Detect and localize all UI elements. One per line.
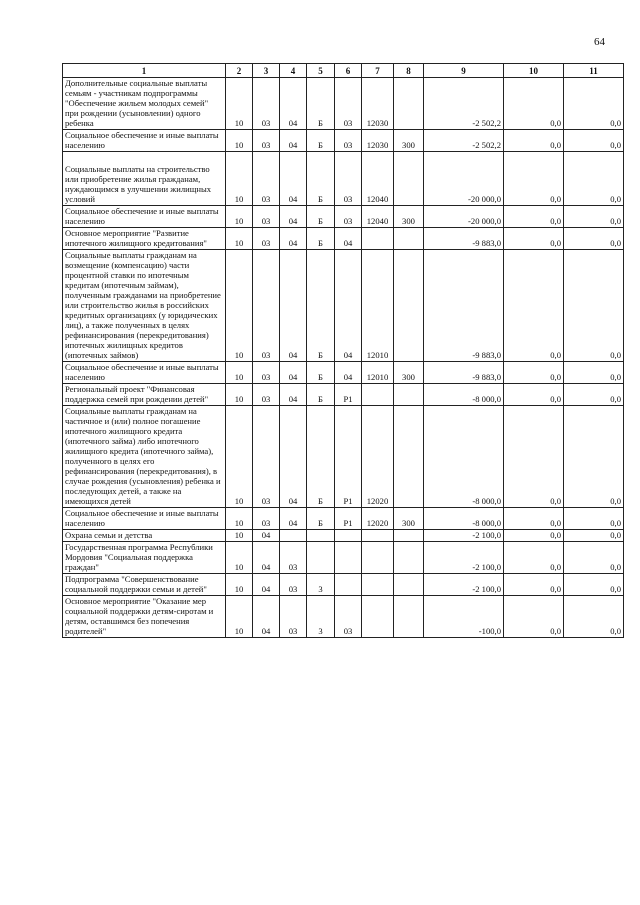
cell-c9: -100,0	[424, 596, 504, 638]
header-cell: 7	[362, 64, 394, 78]
cell-c10: 0,0	[504, 152, 564, 206]
cell-c5: Б	[307, 206, 335, 228]
cell-c2: 10	[226, 384, 253, 406]
cell-c6: 03	[335, 78, 362, 130]
row-name: Основное мероприятие "Оказание мер социальной поддержки детям-сиротам и детям, оставшимся без попечения родителей"	[63, 596, 226, 638]
cell-c9: -9 883,0	[424, 250, 504, 362]
cell-c4: 03	[280, 596, 307, 638]
cell-c3: 04	[253, 542, 280, 574]
cell-c4: 04	[280, 250, 307, 362]
page-number: 64	[594, 36, 605, 48]
table-row	[63, 384, 624, 406]
cell-c7: 12020	[362, 406, 394, 508]
cell-c11: 0,0	[564, 78, 624, 130]
row-name: Социальные выплаты на строительство или приобретение жилья гражданам, нуждающимся в улучшении жилищных условий	[63, 152, 226, 206]
cell-c6	[335, 542, 362, 574]
cell-c3: 03	[253, 78, 280, 130]
cell-c4: 04	[280, 508, 307, 530]
cell-c7: 12020	[362, 508, 394, 530]
cell-c7	[362, 384, 394, 406]
table-row	[63, 130, 624, 152]
cell-c8	[394, 596, 424, 638]
cell-c6	[335, 574, 362, 596]
header-cell: 1	[63, 64, 226, 78]
cell-c3: 03	[253, 152, 280, 206]
cell-c5: Б	[307, 362, 335, 384]
cell-c4: 04	[280, 130, 307, 152]
row-name: Основное мероприятие "Развитие ипотечного жилищного кредитования"	[63, 228, 226, 250]
cell-c4: 03	[280, 574, 307, 596]
cell-c11: 0,0	[564, 542, 624, 574]
cell-c10: 0,0	[504, 250, 564, 362]
cell-c4: 04	[280, 384, 307, 406]
cell-c2: 10	[226, 530, 253, 542]
row-name: Региональный проект "Финансовая поддержка семей при рождении детей"	[63, 384, 226, 406]
cell-c3: 03	[253, 206, 280, 228]
cell-c2: 10	[226, 406, 253, 508]
cell-c9: -2 100,0	[424, 542, 504, 574]
cell-c11: 0,0	[564, 384, 624, 406]
cell-c6: Р1	[335, 384, 362, 406]
cell-c7: 12010	[362, 250, 394, 362]
cell-c7	[362, 228, 394, 250]
cell-c2: 10	[226, 542, 253, 574]
cell-c5: Б	[307, 508, 335, 530]
header-cell: 2	[226, 64, 253, 78]
header-cell: 11	[564, 64, 624, 78]
table-row	[63, 206, 624, 228]
cell-c9: -9 883,0	[424, 228, 504, 250]
table-row	[63, 574, 624, 596]
cell-c7: 12010	[362, 362, 394, 384]
cell-c7	[362, 596, 394, 638]
table-row	[63, 362, 624, 384]
cell-c9: -2 502,2	[424, 78, 504, 130]
cell-c3: 03	[253, 228, 280, 250]
cell-c3: 04	[253, 596, 280, 638]
table-row	[63, 530, 624, 542]
cell-c11: 0,0	[564, 596, 624, 638]
cell-c3: 04	[253, 574, 280, 596]
table-row	[63, 152, 624, 206]
cell-c8	[394, 530, 424, 542]
header-cell: 5	[307, 64, 335, 78]
cell-c10: 0,0	[504, 542, 564, 574]
cell-c6: 03	[335, 206, 362, 228]
cell-c8	[394, 384, 424, 406]
cell-c6: 03	[335, 596, 362, 638]
cell-c6: 04	[335, 228, 362, 250]
cell-c3: 03	[253, 250, 280, 362]
cell-c8: 300	[394, 362, 424, 384]
cell-c3: 03	[253, 362, 280, 384]
cell-c2: 10	[226, 130, 253, 152]
cell-c10: 0,0	[504, 130, 564, 152]
row-name: Дополнительные социальные выплаты семьям - участникам подпрограммы "Обеспечение жильем молодых семей" при рождении (усыновлении) одного ребенка	[63, 78, 226, 130]
table-row	[63, 250, 624, 362]
header-cell: 3	[253, 64, 280, 78]
cell-c5: Б	[307, 152, 335, 206]
cell-c5: Б	[307, 384, 335, 406]
cell-c11: 0,0	[564, 152, 624, 206]
cell-c10: 0,0	[504, 362, 564, 384]
header-cell: 10	[504, 64, 564, 78]
row-name: Социальное обеспечение и иные выплаты населению	[63, 508, 226, 530]
row-name: Охрана семьи и детства	[63, 530, 226, 542]
cell-c10: 0,0	[504, 406, 564, 508]
cell-c11: 0,0	[564, 406, 624, 508]
header-cell: 4	[280, 64, 307, 78]
cell-c9: -8 000,0	[424, 406, 504, 508]
cell-c6	[335, 530, 362, 542]
table-row	[63, 78, 624, 130]
cell-c2: 10	[226, 152, 253, 206]
cell-c6: 04	[335, 250, 362, 362]
cell-c11: 0,0	[564, 574, 624, 596]
cell-c7: 12040	[362, 152, 394, 206]
cell-c5: Б	[307, 406, 335, 508]
cell-c6: Р1	[335, 406, 362, 508]
cell-c2: 10	[226, 250, 253, 362]
cell-c7	[362, 542, 394, 574]
cell-c7	[362, 574, 394, 596]
cell-c11: 0,0	[564, 206, 624, 228]
table-row	[63, 228, 624, 250]
cell-c3: 03	[253, 406, 280, 508]
cell-c2: 10	[226, 574, 253, 596]
table-row	[63, 406, 624, 508]
cell-c10: 0,0	[504, 228, 564, 250]
table-row	[63, 596, 624, 638]
cell-c11: 0,0	[564, 362, 624, 384]
row-name: Государственная программа Республики Мордовия "Социальная поддержка граждан"	[63, 542, 226, 574]
cell-c5: Б	[307, 130, 335, 152]
cell-c8	[394, 78, 424, 130]
cell-c8: 300	[394, 206, 424, 228]
cell-c9: -8 000,0	[424, 384, 504, 406]
cell-c3: 03	[253, 384, 280, 406]
cell-c8	[394, 250, 424, 362]
cell-c3: 03	[253, 130, 280, 152]
cell-c5: 3	[307, 596, 335, 638]
budget-table	[62, 63, 624, 638]
cell-c4: 04	[280, 406, 307, 508]
cell-c9: -2 502,2	[424, 130, 504, 152]
cell-c11: 0,0	[564, 508, 624, 530]
cell-c7: 12040	[362, 206, 394, 228]
cell-c4: 04	[280, 152, 307, 206]
cell-c3: 03	[253, 508, 280, 530]
cell-c5: Б	[307, 228, 335, 250]
cell-c10: 0,0	[504, 78, 564, 130]
cell-c4	[280, 530, 307, 542]
cell-c8	[394, 542, 424, 574]
table-row	[63, 508, 624, 530]
cell-c10: 0,0	[504, 574, 564, 596]
cell-c10: 0,0	[504, 596, 564, 638]
cell-c5: Б	[307, 250, 335, 362]
cell-c9: -20 000,0	[424, 206, 504, 228]
cell-c2: 10	[226, 228, 253, 250]
row-name: Социальное обеспечение и иные выплаты населению	[63, 206, 226, 228]
cell-c8	[394, 152, 424, 206]
cell-c10: 0,0	[504, 530, 564, 542]
cell-c11: 0,0	[564, 228, 624, 250]
cell-c6: 03	[335, 152, 362, 206]
header-row	[63, 64, 624, 78]
cell-c9: -2 100,0	[424, 530, 504, 542]
header-cell: 8	[394, 64, 424, 78]
cell-c4: 04	[280, 362, 307, 384]
cell-c3: 04	[253, 530, 280, 542]
cell-c10: 0,0	[504, 384, 564, 406]
cell-c5: 3	[307, 574, 335, 596]
cell-c9: -8 000,0	[424, 508, 504, 530]
cell-c11: 0,0	[564, 530, 624, 542]
cell-c10: 0,0	[504, 508, 564, 530]
cell-c2: 10	[226, 362, 253, 384]
cell-c7: 12030	[362, 78, 394, 130]
cell-c4: 04	[280, 206, 307, 228]
cell-c2: 10	[226, 508, 253, 530]
row-name: Социальные выплаты гражданам на возмещение (компенсацию) части процентной ставки по ипотечным кредитам (ипотечным займам), полученным гражданами на приобретение или строительство жилья в российских кредитных организациях (у юридических лиц), а также полученных в целях рефинансирования (перекредитования) ипотечных жилищных кредитов (ипотечных займов)	[63, 250, 226, 362]
row-name: Социальное обеспечение и иные выплаты населению	[63, 362, 226, 384]
row-name: Подпрограмма "Совершенствование социальной поддержки семьи и детей"	[63, 574, 226, 596]
cell-c6: 03	[335, 130, 362, 152]
row-name: Социальные выплаты гражданам на частичное и (или) полное погашение ипотечного жилищного кредита (ипотечного займа) либо ипотечного жилищного кредита (ипотечного займа), полученного в целях его рефинансирования (перекредитования), в случае рождения (усыновления) ребенка и последующих детей, а также на имеющихся детей	[63, 406, 226, 508]
cell-c5: Б	[307, 78, 335, 130]
cell-c11: 0,0	[564, 250, 624, 362]
cell-c2: 10	[226, 206, 253, 228]
cell-c11: 0,0	[564, 130, 624, 152]
cell-c6: 04	[335, 362, 362, 384]
cell-c5	[307, 530, 335, 542]
cell-c8	[394, 574, 424, 596]
cell-c5	[307, 542, 335, 574]
cell-c7: 12030	[362, 130, 394, 152]
cell-c7	[362, 530, 394, 542]
cell-c2: 10	[226, 596, 253, 638]
cell-c9: -9 883,0	[424, 362, 504, 384]
cell-c8: 300	[394, 130, 424, 152]
cell-c10: 0,0	[504, 206, 564, 228]
cell-c9: -20 000,0	[424, 152, 504, 206]
table-row	[63, 542, 624, 574]
cell-c8	[394, 228, 424, 250]
cell-c4: 03	[280, 542, 307, 574]
cell-c4: 04	[280, 78, 307, 130]
row-name: Социальное обеспечение и иные выплаты населению	[63, 130, 226, 152]
header-cell: 6	[335, 64, 362, 78]
cell-c2: 10	[226, 78, 253, 130]
cell-c8	[394, 406, 424, 508]
cell-c4: 04	[280, 228, 307, 250]
cell-c6: Р1	[335, 508, 362, 530]
cell-c9: -2 100,0	[424, 574, 504, 596]
header-cell: 9	[424, 64, 504, 78]
cell-c8: 300	[394, 508, 424, 530]
